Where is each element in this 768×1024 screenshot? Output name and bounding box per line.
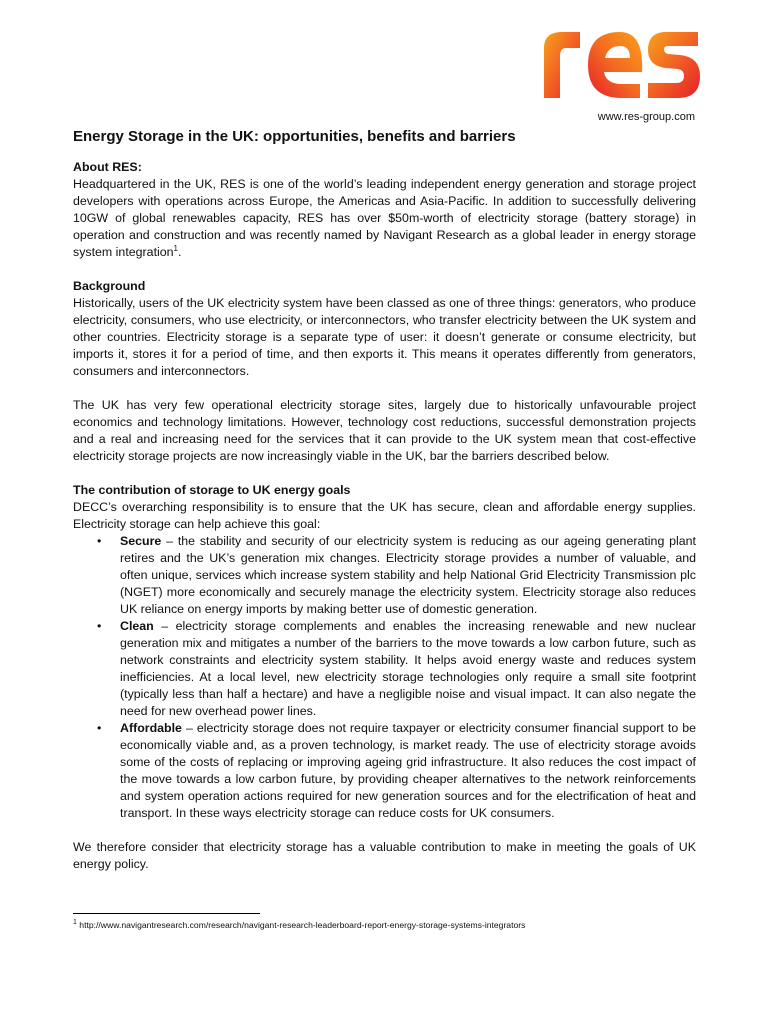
bullet-icon: • (97, 619, 102, 633)
list-item (73, 720, 696, 822)
footnote (73, 920, 525, 930)
about-paragraph (73, 176, 696, 261)
bullet-icon: • (97, 721, 102, 735)
list-item (73, 533, 696, 618)
background-heading: Background (73, 279, 146, 293)
footnote-number: 1 (73, 919, 77, 927)
document-title: Energy Storage in the UK: opportunities, benefits and barriers (73, 128, 516, 145)
about-end: . (178, 245, 182, 259)
footnote-divider (73, 913, 260, 914)
goals-list (73, 533, 696, 822)
background-paragraph-1: Historically, users of the UK electricity system have been classed as one of three things: generators, who produce electricity, consumers, who use electricity, or interconnectors, who transfer electricity between the UK system and other countries. Electricity storage is a separate type of user: it doesn’t generate or consume electricity, but imports it, stores it for a period of time, and then exports it. This means it operates differently from generators, consumers and interconnectors. (73, 296, 696, 378)
about-text: Headquartered in the UK, RES is one of the world’s leading independent energy generation and storage project developers with operations across Europe, the Americas and Asia-Pacific. In addition to successfully delivering 10GW of global renewables capacity, RES has over $50m-worth of electricity storage (battery storage) in operation and construction and was recently named by Navigant Research as a global leader in energy storage system integration (73, 177, 696, 259)
bullet-icon: • (97, 534, 102, 548)
bullet-term: Clean (120, 619, 154, 633)
bullet-text: – electricity storage complements and enables the increasing renewable and new nuclear generation mix and mitigates a number of the barriers to the move towards a low carbon future, such as network constraints and electricity system stability. It helps avoid energy waste and reduces system inefficiencies. At a local level, new electricity storage technologies only require a small site footprint (typically less than half a hectare) and have a negligible noise and visual impact. It can also negate the need for new overhead power lines. (120, 619, 696, 718)
website-link[interactable]: www.res-group.com (597, 111, 695, 123)
bullet-term: Affordable (120, 721, 182, 735)
list-item (73, 618, 696, 720)
bullet-text: – electricity storage does not require taxpayer or electricity consumer financial support to be economically viable and, as a proven technology, is market ready. The use of electricity storage avoids some of the costs of replacing or improving ageing grid infrastructure. It also reduces the cost impact of the move towards a low carbon future, by providing cheaper alternatives to the network reinforcements and system operation actions required for new generation sources and for the electrification of heat and transport. In these ways electricity storage can reduce costs for UK consumers. (120, 721, 696, 820)
background-paragraph-2: The UK has very few operational electricity storage sites, largely due to historically unfavourable project economics and technology limitations. However, technology cost reductions, successful demonstration projects and a real and increasing need for the services that it can provide to the UK system mean that cost-effective electricity storage projects are now increasingly viable in the UK, bar the barriers described below. (73, 398, 696, 463)
about-heading: About RES: (73, 160, 142, 174)
footnote-reference[interactable]: 1 (173, 243, 178, 253)
contribution-intro: DECC’s overarching responsibility is to ensure that the UK has secure, clean and affordable energy supplies. Electricity storage can help achieve this goal: (73, 500, 696, 531)
conclusion-paragraph: We therefore consider that electricity storage has a valuable contribution to make in meeting the goals of UK energy policy. (73, 840, 696, 871)
footnote-link[interactable]: http://www.navigantresearch.com/research/navigant-research-leaderboard-report-energy-storage-systems-integrators (79, 920, 526, 930)
contribution-heading: The contribution of storage to UK energy goals (73, 483, 351, 497)
bullet-term: Secure (120, 534, 162, 548)
document-body (73, 124, 696, 873)
res-logo (540, 26, 702, 102)
bullet-text: – the stability and security of our electricity system is reducing as our ageing generating plant retires and the UK’s generation mix changes. Electricity storage provides a number of valuable, and often unique, services which increase system stability and help National Grid Electricity Transmission plc (NGET) more economically and securely manage the electricity system. Electricity storage also reduces UK reliance on energy imports by making better use of domestic generation. (120, 534, 696, 616)
